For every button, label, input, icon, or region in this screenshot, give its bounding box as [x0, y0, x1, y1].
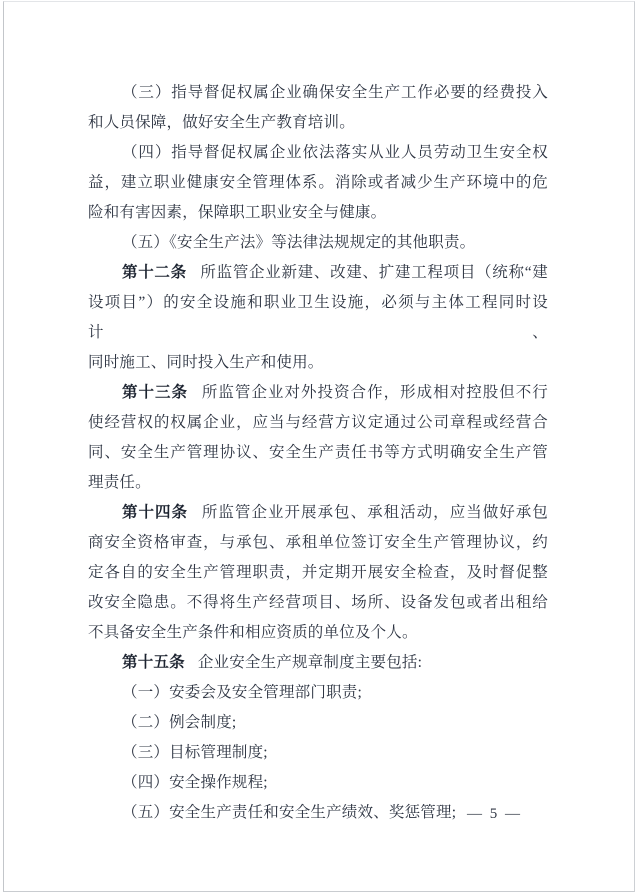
text-line: （五）安全生产责任和安全生产绩效、奖惩管理;: [122, 804, 457, 821]
text-line: 益，建立职业健康安全管理体系。消除或者减少生产环境中的危: [88, 174, 548, 191]
text-line: 第十三条 所监管企业对外投资合作，形成相对控股但不行: [122, 384, 548, 401]
text-line: 定各自的安全生产管理职责，并定期开展安全检查，及时督促整: [88, 564, 548, 581]
text-line: （四）安全操作规程;: [122, 774, 268, 791]
text-line: 商安全资格审查，与承包、承租单位签订安全生产管理协议，约: [88, 534, 548, 551]
text-line: 第十二条 所监管企业新建、改建、扩建工程项目（统称“建: [122, 264, 548, 281]
document-body: [88, 78, 548, 828]
text-line: 第十四条 所监管企业开展承包、承租活动，应当做好承包: [122, 504, 548, 521]
text-line: 险和有害因素，保障职工职业安全与健康。: [88, 204, 387, 221]
text-line: 和人员保障，做好安全生产教育培训。: [88, 114, 355, 131]
text-line: （四）指导督促权属企业依法落实从业人员劳动卫生安全权: [122, 144, 548, 161]
text-line: （二）例会制度;: [122, 714, 237, 731]
text-line: 同、安全生产管理协议、安全生产责任书等方式明确安全生产管: [88, 444, 548, 461]
text-line: （一）安委会及安全管理部门职责;: [122, 684, 363, 701]
article-number: 第十四条: [122, 504, 189, 521]
text-line: 理责任。: [88, 474, 151, 491]
text-line: 使经营权的权属企业，应当与经营方议定通过公司章程或经营合: [88, 414, 548, 431]
text-line: （三）指导督促权属企业确保安全生产工作必要的经费投入: [122, 84, 548, 101]
text-line: 改安全隐患。不得将生产经营项目、场所、设备发包或者出租给: [88, 594, 548, 611]
article-number: 第十五条: [122, 654, 185, 671]
text-line: 第十五条 企业安全生产规章制度主要包括:: [122, 654, 423, 671]
text-line: （五）《安全生产法》等法律法规规定的其他职责。: [122, 234, 476, 251]
article-number: 第十三条: [122, 384, 189, 401]
page-number: — 5 —: [467, 806, 522, 822]
text-line: 不具备安全生产条件和相应资质的单位及个人。: [88, 624, 418, 641]
text-line: （三）目标管理制度;: [122, 744, 268, 761]
text-line: 设项目”）的安全设施和职业卫生设施，必须与主体工程同时设计、: [88, 294, 548, 341]
text-line: 同时施工、同时投入生产和使用。: [88, 354, 324, 371]
article-number: 第十二条: [122, 264, 187, 281]
